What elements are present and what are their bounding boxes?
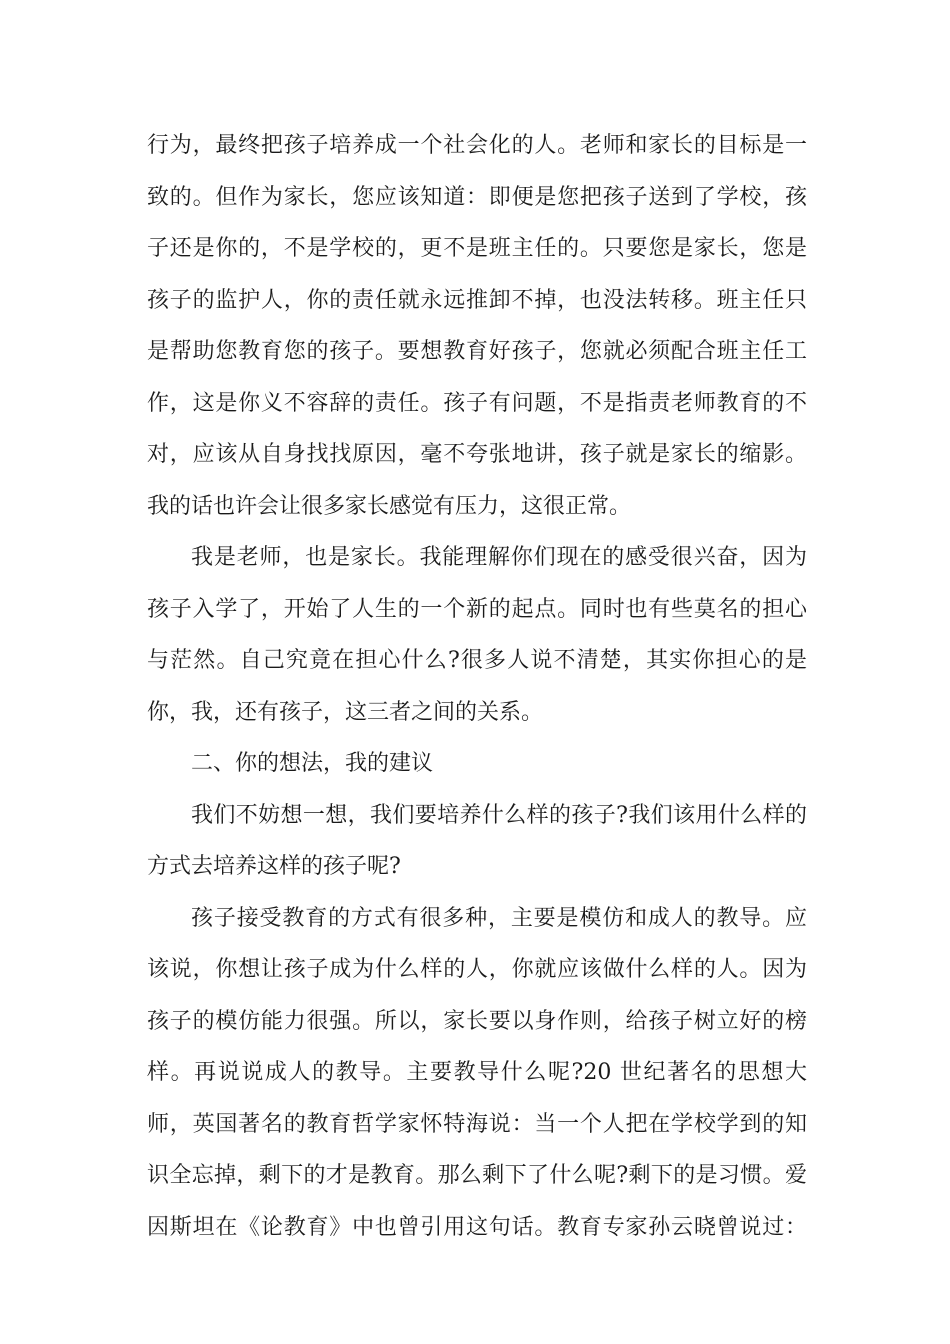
text-line: 师，英国著名的教育哲学家怀特海说：当一个人把在学校学到的知 <box>147 1112 807 1137</box>
text-line: 方式去培养这样的孩子呢? <box>147 854 401 879</box>
text-line: 是帮助您教育您的孩子。要想教育好孩子，您就必须配合班主任工 <box>147 339 807 364</box>
paragraph-first-line: 我们不妨想一想，我们要培养什么样的孩子?我们该用什么样的 <box>191 803 807 828</box>
text-line: 孩子入学了，开始了人生的一个新的起点。同时也有些莫名的担心 <box>147 597 807 622</box>
text-line: 孩子的监护人，你的责任就永远推卸不掉，也没法转移。班主任只 <box>147 288 807 313</box>
text-line: 孩子的模仿能力很强。所以，家长要以身作则，给孩子树立好的榜 <box>147 1009 807 1034</box>
text-line: 致的。但作为家长，您应该知道：即便是您把孩子送到了学校，孩 <box>147 185 807 210</box>
text-line: 识全忘掉，剩下的才是教育。那么剩下了什么呢?剩下的是习惯。爱 <box>147 1163 807 1188</box>
text-line: 作，这是你义不容辞的责任。孩子有问题，不是指责老师教育的不 <box>147 391 807 416</box>
text-line: 该说，你想让孩子成为什么样的人，你就应该做什么样的人。因为 <box>147 957 807 982</box>
text-line: 行为，最终把孩子培养成一个社会化的人。老师和家长的目标是一 <box>147 133 807 158</box>
text-line: 你，我，还有孩子，这三者之间的关系。 <box>147 700 544 725</box>
section-heading: 二、你的想法，我的建议 <box>191 751 434 776</box>
text-line: 我的话也许会让很多家长感觉有压力，这很正常。 <box>147 494 632 519</box>
text-line: 子还是你的，不是学校的，更不是班主任的。只要您是家长，您是 <box>147 236 807 261</box>
text-line: 样。再说说成人的教导。主要教导什么呢?20 世纪著名的思想大 <box>147 1060 807 1085</box>
paragraph-first-line: 我是老师，也是家长。我能理解你们现在的感受很兴奋，因为 <box>191 545 807 570</box>
text-line: 与茫然。自己究竟在担心什么?很多人说不清楚，其实你担心的是 <box>147 648 807 673</box>
text-line: 因斯坦在《论教育》中也曾引用这句话。教育专家孙云晓曾说过： <box>147 1215 807 1240</box>
text-line: 对，应该从自身找找原因，毫不夸张地讲，孩子就是家长的缩影。 <box>147 442 807 467</box>
paragraph-first-line: 孩子接受教育的方式有很多种，主要是模仿和成人的教导。应 <box>191 906 807 931</box>
